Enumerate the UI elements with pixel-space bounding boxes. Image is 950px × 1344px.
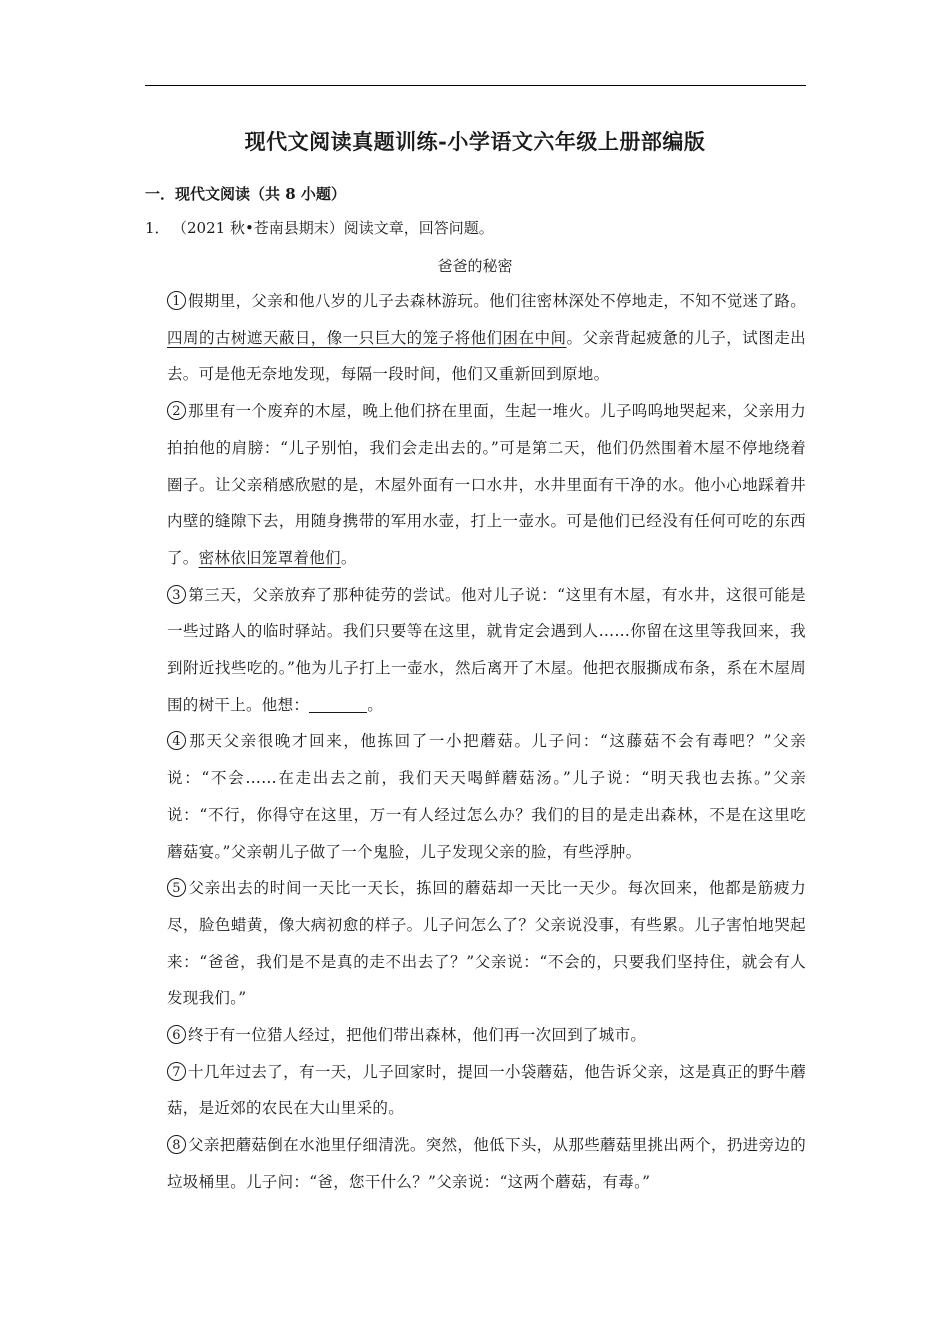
paragraph-number: 7 (167, 1062, 186, 1081)
question-text: （2021 秋•苍南县期末）阅读文章，回答问题。 (172, 219, 494, 237)
paragraph-5 (167, 870, 806, 1017)
header-rule (145, 85, 806, 86)
underlined-sentence: 四周的古树遮天蔽日，像一只巨大的笼子将他们困在中间 (167, 328, 567, 347)
paragraph-number: 3 (167, 585, 186, 604)
paragraph-text: 。 (340, 548, 357, 567)
paragraph-4 (167, 723, 806, 870)
question-number: 1． (145, 219, 170, 237)
paragraph-text: 第三天，父亲放弃了那种徒劳的尝试。他对儿子说：“这里有木屋，有水井，这很可能是一些过路人的临时驿站。我们只要等在这里，就肯定会遇到人……你留在这里等我回来，我到附近找些吃的。”他为儿子打上一壶水，然后离开了木屋。他把衣服撕成布条，系在木屋周围的树干上。他想： (167, 585, 806, 714)
paragraph-text: 那里有一个废弃的木屋，晚上他们挤在里面，生起一堆火。儿子呜呜地哭起来，父亲用力拍拍他的肩膀：“儿子别怕，我们会走出去的。”可是第二天，他们仍然围着木屋不停地绕着圈子。让父亲稍感欣慰的是，木屋外面有一口水井，水井里面有干净的水。他小心地踩着井内壁的缝隙下去，用随身携带的军用水壶，打上一壶水。可是他们已经没有任何可吃的东西了。 (167, 402, 806, 567)
question-header (145, 217, 494, 238)
document-title: 现代文阅读真题训练-小学语文六年级上册部编版 (244, 129, 706, 154)
paragraph-text: 那天父亲很晚才回来，他拣回了一小把蘑菇。儿子问：“这藤菇不会有毒吧？”父亲说：“不会……在走出去之前，我们天天喝鲜蘑菇汤。”儿子说：“明天我也去拣。”父亲说：“不行，你得守在这里，万一有人经过怎么办？我们的目的是走出森林，不是在这里吃蘑菇宴。”父亲朝儿子做了一个鬼脸，儿子发现父亲的脸，有些浮肿。 (167, 732, 806, 861)
underlined-sentence: 密林依旧笼罩着他们 (198, 548, 341, 567)
article-body (167, 283, 806, 1201)
paragraph-text: 假期里，父亲和他八岁的儿子去森林游玩。他们往密林深处不停地走，不知不觉迷了路。 (188, 292, 806, 310)
paragraph-text: 父亲把蘑菇倒在水池里仔细清洗。突然，他低下头，从那些蘑菇里挑出两个，扔进旁边的垃圾桶里。儿子问：“爸，您干什么？”父亲说：“这两个蘑菇，有毒。” (167, 1136, 806, 1191)
paragraph-text: 。 (367, 695, 384, 714)
paragraph-8 (167, 1127, 806, 1200)
paragraph-text: 十几年过去了，有一天，儿子回家时，提回一小袋蘑菇，他告诉父亲，这是真正的野牛蘑菇，是近郊的农民在大山里采的。 (167, 1062, 806, 1118)
paragraph-number: 2 (167, 401, 186, 420)
paragraph-number: 8 (167, 1135, 186, 1154)
paragraph-2 (167, 393, 806, 577)
paragraph-number: 4 (167, 731, 186, 750)
paragraph-number: 1 (167, 291, 186, 310)
paragraph-1 (167, 283, 806, 393)
paragraph-3 (167, 577, 806, 724)
section-title: 一．现代文阅读（共 8 小题） (145, 185, 346, 203)
paragraph-6 (167, 1017, 806, 1054)
article-title: 爸爸的秘密 (437, 257, 513, 275)
paragraph-text: 。父亲背起疲惫的儿子，试图走出去。可是他无奈地发现，每隔一段时间，他们又重新回到原地。 (167, 328, 806, 384)
paragraph-number: 5 (167, 878, 186, 897)
answer-blank (309, 696, 367, 713)
paragraph-number: 6 (167, 1025, 186, 1044)
paragraph-text: 父亲出去的时间一天比一天长，拣回的蘑菇却一天比一天少。每次回来，他都是筋疲力尽，脸色蜡黄，像大病初愈的样子。儿子问怎么了？父亲说没事，有些累。儿子害怕地哭起来：“爸爸，我们是不是真的走不出去了？”父亲说：“不会的，只要我们坚持住，就会有人发现我们。” (167, 879, 806, 1008)
paragraph-7 (167, 1054, 806, 1127)
paragraph-text: 终于有一位猎人经过，把他们带出森林，他们再一次回到了城市。 (188, 1026, 647, 1045)
